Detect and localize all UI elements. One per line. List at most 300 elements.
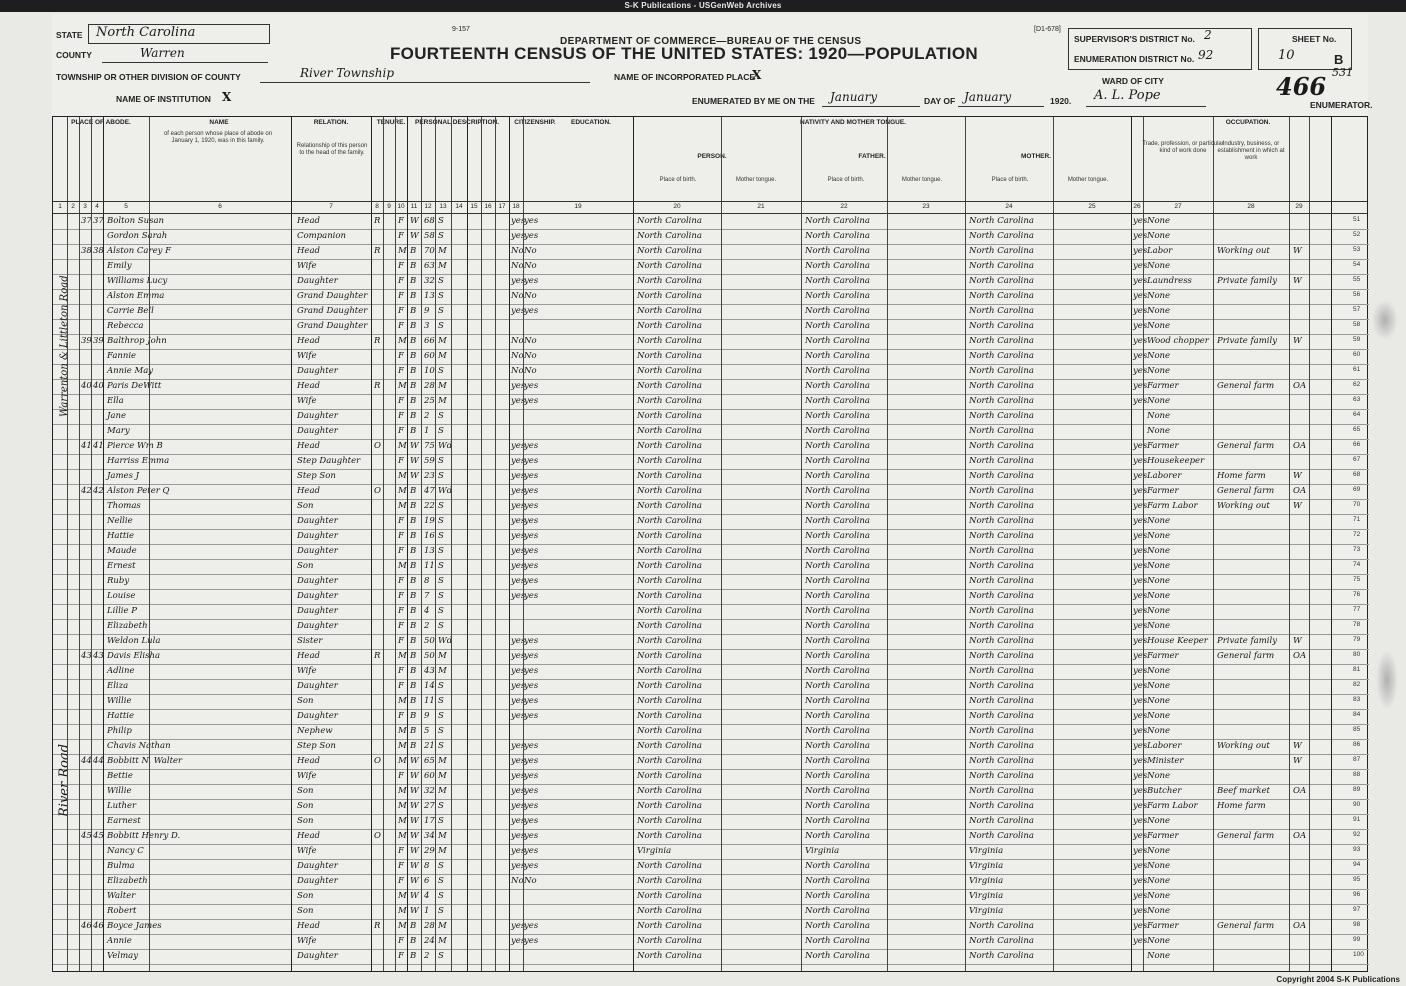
column-number: 14 xyxy=(455,203,463,210)
cell-pob: North Carolina xyxy=(637,876,702,886)
cell-name: Mary xyxy=(107,426,130,436)
cell-read: yes xyxy=(511,531,526,541)
cell-trade: Housekeeper xyxy=(1147,456,1205,466)
line-number: 88 xyxy=(1353,771,1361,778)
enum-district-label: ENUMERATION DISTRICT No. xyxy=(1074,54,1195,64)
cell-mpob: North Carolina xyxy=(969,606,1034,616)
cell-write: yes xyxy=(524,231,539,241)
cell-ms: M xyxy=(438,921,447,931)
table-row xyxy=(53,410,1369,425)
cell-name: Williams Lucy xyxy=(107,276,168,286)
cell-ms: S xyxy=(438,216,444,226)
cell-age: 75 xyxy=(424,441,435,451)
cell-trade: Minister xyxy=(1147,756,1184,766)
cell-rel: Grand Daughter xyxy=(297,321,368,331)
cell-dwelling: 44 xyxy=(81,756,92,766)
cell-sex: M xyxy=(398,486,407,496)
cell-sex: F xyxy=(398,636,404,646)
cell-ms: M xyxy=(438,381,447,391)
column-rule xyxy=(1053,117,1054,971)
cell-eng: yes xyxy=(1133,291,1148,301)
census-table xyxy=(52,116,1368,972)
cell-mpob: North Carolina xyxy=(969,546,1034,556)
cell-pob: Virginia xyxy=(637,846,672,856)
cell-fpob: North Carolina xyxy=(805,471,870,481)
cell-pob: North Carolina xyxy=(637,756,702,766)
cell-write: yes xyxy=(524,816,539,826)
cell-sex: M xyxy=(398,441,407,451)
column-number: 29 xyxy=(1295,203,1303,210)
cell-trade: None xyxy=(1147,426,1171,436)
township-value: River Township xyxy=(300,66,395,80)
cell-race: B xyxy=(410,951,417,961)
cell-fpob: North Carolina xyxy=(805,711,870,721)
cell-mpob: North Carolina xyxy=(969,396,1034,406)
cell-mpob: North Carolina xyxy=(969,441,1034,451)
cell-read: No xyxy=(511,366,524,376)
cell-read: yes xyxy=(511,441,526,451)
cell-write: yes xyxy=(524,531,539,541)
section-name: NAME xyxy=(209,119,229,126)
cell-ms: S xyxy=(438,576,444,586)
cell-fpob: North Carolina xyxy=(805,561,870,571)
table-row xyxy=(53,320,1369,335)
cell-age: 19 xyxy=(424,516,435,526)
cell-read: yes xyxy=(511,636,526,646)
section-personal: PERSONAL DESCRIPTION. xyxy=(414,119,500,126)
cell-write: No xyxy=(524,351,537,361)
incorporated-label: NAME OF INCORPORATED PLACE xyxy=(614,72,756,82)
cell-age: 27 xyxy=(424,801,435,811)
cell-race: B xyxy=(410,666,417,676)
cell-race: B xyxy=(410,921,417,931)
cell-pob: North Carolina xyxy=(637,276,702,286)
cell-rel: Head xyxy=(297,381,320,391)
cell-eng: yes xyxy=(1133,711,1148,721)
cell-read: yes xyxy=(511,861,526,871)
cell-sex: F xyxy=(398,516,404,526)
cell-fpob: North Carolina xyxy=(805,216,870,226)
day-of-label: DAY OF xyxy=(924,96,956,106)
cell-eng: yes xyxy=(1133,681,1148,691)
sheet-side: B xyxy=(1334,52,1344,67)
cell-trade: None xyxy=(1147,666,1171,676)
cell-eng: yes xyxy=(1133,621,1148,631)
cell-write: yes xyxy=(524,396,539,406)
cell-read: No xyxy=(511,291,524,301)
cell-ms: S xyxy=(438,591,444,601)
cell-age: 10 xyxy=(424,366,435,376)
cell-write: No xyxy=(524,291,537,301)
cell-read: No xyxy=(511,261,524,271)
cell-ind: General farm xyxy=(1217,831,1275,841)
cell-age: 28 xyxy=(424,381,435,391)
cell-rel: Step Daughter xyxy=(297,456,361,466)
cell-name: Lillie P xyxy=(107,606,137,616)
cell-sex: F xyxy=(398,771,404,781)
table-row xyxy=(53,425,1369,440)
cell-read: yes xyxy=(511,771,526,781)
cell-race: B xyxy=(410,291,417,301)
cell-rel: Son xyxy=(297,786,314,796)
cell-trade: None xyxy=(1147,351,1171,361)
cell-eng: yes xyxy=(1133,591,1148,601)
cell-eng: yes xyxy=(1133,501,1148,511)
cell-name: James J xyxy=(107,471,140,481)
cell-rel: Head xyxy=(297,921,320,931)
cell-write: yes xyxy=(524,576,539,586)
cell-name: Walter xyxy=(107,891,136,901)
cell-age: 14 xyxy=(424,681,435,691)
table-row xyxy=(53,875,1369,890)
table-row xyxy=(53,335,1369,350)
cell-pob: North Carolina xyxy=(637,246,702,256)
cell-write: yes xyxy=(524,831,539,841)
column-rule xyxy=(887,117,888,971)
cell-pob: North Carolina xyxy=(637,306,702,316)
cell-fpob: North Carolina xyxy=(805,456,870,466)
column-number: 15 xyxy=(470,203,478,210)
cell-read: yes xyxy=(511,831,526,841)
cell-pob: North Carolina xyxy=(637,426,702,436)
cell-trade: None xyxy=(1147,891,1171,901)
copyright-notice: Copyright 2004 S-K Publications xyxy=(1276,975,1400,984)
table-row xyxy=(53,575,1369,590)
cell-age: 21 xyxy=(424,741,435,751)
cell-write: yes xyxy=(524,471,539,481)
cell-rel: Daughter xyxy=(297,546,338,556)
cell-age: 28 xyxy=(424,921,435,931)
cell-race: W xyxy=(410,846,419,856)
cell-eng: yes xyxy=(1133,831,1148,841)
cell-rel: Son xyxy=(297,501,314,511)
cell-trade: None xyxy=(1147,216,1171,226)
state-value: North Carolina xyxy=(96,25,196,40)
cell-sex: F xyxy=(398,861,404,871)
cell-eng: yes xyxy=(1133,276,1148,286)
cell-sex: M xyxy=(398,741,407,751)
cell-race: B xyxy=(410,351,417,361)
cell-cls: OA xyxy=(1293,921,1307,931)
line-number: 64 xyxy=(1353,411,1361,418)
cell-ms: M xyxy=(438,831,447,841)
cell-name: Hattie xyxy=(107,711,135,721)
line-number: 63 xyxy=(1353,396,1361,403)
line-number: 81 xyxy=(1353,666,1361,673)
cell-write: yes xyxy=(524,516,539,526)
cell-fpob: North Carolina xyxy=(805,591,870,601)
cell-fpob: North Carolina xyxy=(805,576,870,586)
cell-race: W xyxy=(410,216,419,226)
cell-eng: yes xyxy=(1133,606,1148,616)
cell-ind: General farm xyxy=(1217,441,1275,451)
line-number: 82 xyxy=(1353,681,1361,688)
cell-ind: General farm xyxy=(1217,486,1275,496)
cell-fpob: North Carolina xyxy=(805,486,870,496)
cell-ms: S xyxy=(438,726,444,736)
cell-mpob: North Carolina xyxy=(969,426,1034,436)
census-title: FOURTEENTH CENSUS OF THE UNITED STATES: 1920—POPULATION xyxy=(390,44,978,63)
enum-day-line xyxy=(822,106,920,107)
cell-ind: General farm xyxy=(1217,381,1275,391)
cell-ms: M xyxy=(438,336,447,346)
column-rule xyxy=(633,117,634,971)
tongue-label-father: Mother tongue. xyxy=(901,177,943,183)
cell-rel: Daughter xyxy=(297,426,338,436)
page-stamp-small: 531 xyxy=(1332,66,1353,79)
enum-month-value: January xyxy=(964,90,1012,104)
cell-age: 13 xyxy=(424,546,435,556)
cell-cls: OA xyxy=(1293,786,1307,796)
cell-rel: Nephew xyxy=(297,726,333,736)
cell-pob: North Carolina xyxy=(637,321,702,331)
cell-write: yes xyxy=(524,711,539,721)
cell-age: 8 xyxy=(424,861,430,871)
cell-fpob: North Carolina xyxy=(805,501,870,511)
cell-name: Jane xyxy=(107,411,126,421)
cell-read: yes xyxy=(511,276,526,286)
cell-sex: F xyxy=(398,951,404,961)
column-rule xyxy=(407,117,408,971)
cell-race: B xyxy=(410,261,417,271)
table-row xyxy=(53,620,1369,635)
column-number: 18 xyxy=(512,203,520,210)
cell-race: W xyxy=(410,816,419,826)
cell-rel: Head xyxy=(297,651,320,661)
cell-write: yes xyxy=(524,561,539,571)
sheet-label: SHEET No. xyxy=(1292,34,1337,44)
cell-sex: F xyxy=(398,666,404,676)
cell-trade: None xyxy=(1147,816,1171,826)
cell-trade: None xyxy=(1147,576,1171,586)
table-row xyxy=(53,860,1369,875)
table-row xyxy=(53,245,1369,260)
cell-fpob: North Carolina xyxy=(805,381,870,391)
cell-write: yes xyxy=(524,756,539,766)
cell-race: W xyxy=(410,456,419,466)
cell-fpob: Virginia xyxy=(805,846,840,856)
cell-mpob: North Carolina xyxy=(969,681,1034,691)
cell-eng: yes xyxy=(1133,876,1148,886)
column-number: 8 xyxy=(375,203,379,210)
cell-race: B xyxy=(410,336,417,346)
line-number: 100 xyxy=(1353,951,1364,958)
page-stamp: 466 xyxy=(1276,72,1327,101)
cell-ms: M xyxy=(438,786,447,796)
column-rule xyxy=(149,117,150,971)
cell-mpob: North Carolina xyxy=(969,696,1034,706)
cell-eng: yes xyxy=(1133,846,1148,856)
cell-fpob: North Carolina xyxy=(805,291,870,301)
cell-read: No xyxy=(511,336,524,346)
table-row xyxy=(53,665,1369,680)
cell-sex: F xyxy=(398,621,404,631)
column-rule xyxy=(91,117,92,971)
cell-mpob: Virginia xyxy=(969,891,1004,901)
cell-ind: Working out xyxy=(1217,741,1270,751)
cell-mpob: North Carolina xyxy=(969,261,1034,271)
cell-pob: North Carolina xyxy=(637,561,702,571)
cell-pob: North Carolina xyxy=(637,891,702,901)
cell-read: yes xyxy=(511,651,526,661)
margin-note-river: River Road xyxy=(57,743,72,817)
cell-pob: North Carolina xyxy=(637,576,702,586)
cell-read: yes xyxy=(511,216,526,226)
cell-age: 8 xyxy=(424,576,430,586)
cell-own: R xyxy=(374,216,381,226)
cell-sex: F xyxy=(398,396,404,406)
cell-eng: yes xyxy=(1133,471,1148,481)
cell-read: yes xyxy=(511,486,526,496)
cell-ms: M xyxy=(438,846,447,856)
supervisor-label: SUPERVISOR'S DISTRICT No. xyxy=(1074,34,1195,44)
cell-race: B xyxy=(410,321,417,331)
cell-name: Louise xyxy=(107,591,136,601)
cell-age: 24 xyxy=(424,936,435,946)
table-row xyxy=(53,290,1369,305)
cell-race: W xyxy=(410,471,419,481)
cell-name: Weldon Lula xyxy=(107,636,161,646)
cell-write: yes xyxy=(524,486,539,496)
cell-name: Robert xyxy=(107,906,137,916)
cell-trade: None xyxy=(1147,726,1171,736)
cell-family: 40 xyxy=(93,381,104,391)
cell-trade: None xyxy=(1147,771,1171,781)
cell-ms: M xyxy=(438,396,447,406)
mother-heading: MOTHER. xyxy=(1021,153,1051,160)
person-heading: PERSON. xyxy=(697,153,727,160)
cell-eng: yes xyxy=(1133,246,1148,256)
cell-eng: yes xyxy=(1133,666,1148,676)
cell-read: yes xyxy=(511,381,526,391)
column-number: 6 xyxy=(218,203,222,210)
cell-name: Alston Carey F xyxy=(107,246,171,256)
cell-fpob: North Carolina xyxy=(805,306,870,316)
cell-race: B xyxy=(410,606,417,616)
cell-mpob: Virginia xyxy=(969,876,1004,886)
cell-pob: North Carolina xyxy=(637,261,702,271)
line-number: 83 xyxy=(1353,696,1361,703)
cell-sex: M xyxy=(398,816,407,826)
cell-cls: OA xyxy=(1293,381,1307,391)
cell-ms: S xyxy=(438,291,444,301)
cell-mpob: North Carolina xyxy=(969,621,1034,631)
cell-ms: M xyxy=(438,936,447,946)
enumerator-value: A. L. Pope xyxy=(1094,88,1161,103)
line-number: 55 xyxy=(1353,276,1361,283)
cell-rel: Wife xyxy=(297,846,317,856)
cell-eng: yes xyxy=(1133,921,1148,931)
cell-pob: North Carolina xyxy=(637,486,702,496)
cell-age: 4 xyxy=(424,891,430,901)
cell-rel: Head xyxy=(297,441,320,451)
cell-mpob: North Carolina xyxy=(969,351,1034,361)
cell-ms: S xyxy=(438,531,444,541)
cell-trade: None xyxy=(1147,621,1171,631)
line-number: 98 xyxy=(1353,921,1361,928)
cell-race: B xyxy=(410,741,417,751)
cell-write: yes xyxy=(524,636,539,646)
cell-mpob: North Carolina xyxy=(969,756,1034,766)
institution-value: X xyxy=(222,90,232,104)
cell-family: 41 xyxy=(93,441,104,451)
cell-sex: M xyxy=(398,336,407,346)
cell-write: yes xyxy=(524,681,539,691)
cell-name: Carrie Bell xyxy=(107,306,154,316)
cell-rel: Head xyxy=(297,336,320,346)
line-number: 73 xyxy=(1353,546,1361,553)
cell-write: No xyxy=(524,246,537,256)
cell-mpob: North Carolina xyxy=(969,471,1034,481)
cell-mpob: North Carolina xyxy=(969,786,1034,796)
line-number: 78 xyxy=(1353,621,1361,628)
column-number: 3 xyxy=(83,203,87,210)
cell-sex: F xyxy=(398,846,404,856)
cell-pob: North Carolina xyxy=(637,366,702,376)
cell-rel: Companion xyxy=(297,231,346,241)
cell-pob: North Carolina xyxy=(637,471,702,481)
cell-mpob: North Carolina xyxy=(969,501,1034,511)
cell-read: yes xyxy=(511,741,526,751)
table-row xyxy=(53,725,1369,740)
column-number: 5 xyxy=(124,203,128,210)
cell-ms: Wd xyxy=(438,486,453,496)
cell-ms: S xyxy=(438,426,444,436)
cell-read: yes xyxy=(511,756,526,766)
cell-ind: Home farm xyxy=(1217,471,1266,481)
cell-rel: Head xyxy=(297,486,320,496)
cell-family: 44 xyxy=(93,756,104,766)
cell-rel: Daughter xyxy=(297,411,338,421)
cell-ms: M xyxy=(438,351,447,361)
cell-ind: Private family xyxy=(1217,336,1278,346)
cell-race: B xyxy=(410,561,417,571)
cell-eng: yes xyxy=(1133,651,1148,661)
cell-fpob: North Carolina xyxy=(805,921,870,931)
cell-eng: yes xyxy=(1133,321,1148,331)
table-row xyxy=(53,845,1369,860)
cell-race: B xyxy=(410,426,417,436)
cell-trade: Laborer xyxy=(1147,741,1182,751)
cell-fpob: North Carolina xyxy=(805,366,870,376)
cell-rel: Wife xyxy=(297,666,317,676)
cell-age: 4 xyxy=(424,606,430,616)
cell-race: B xyxy=(410,636,417,646)
cell-name: Balthrop John xyxy=(107,336,167,346)
cell-family: 43 xyxy=(93,651,104,661)
column-rule xyxy=(371,117,372,971)
cell-trade: None xyxy=(1147,561,1171,571)
cell-read: yes xyxy=(511,546,526,556)
cell-sex: M xyxy=(398,906,407,916)
ward-label: WARD OF CITY xyxy=(1102,76,1164,86)
cell-age: 29 xyxy=(424,846,435,856)
cell-pob: North Carolina xyxy=(637,381,702,391)
cell-read: yes xyxy=(511,696,526,706)
line-number: 53 xyxy=(1353,246,1361,253)
cell-ms: S xyxy=(438,471,444,481)
table-row xyxy=(53,395,1369,410)
cell-trade: None xyxy=(1147,936,1171,946)
cell-name: Davis Elisha xyxy=(107,651,161,661)
table-row xyxy=(53,635,1369,650)
table-row xyxy=(53,500,1369,515)
cell-fpob: North Carolina xyxy=(805,231,870,241)
cell-name: Annie xyxy=(107,936,132,946)
cell-mpob: North Carolina xyxy=(969,936,1034,946)
cell-pob: North Carolina xyxy=(637,231,702,241)
cell-cls: OA xyxy=(1293,831,1307,841)
